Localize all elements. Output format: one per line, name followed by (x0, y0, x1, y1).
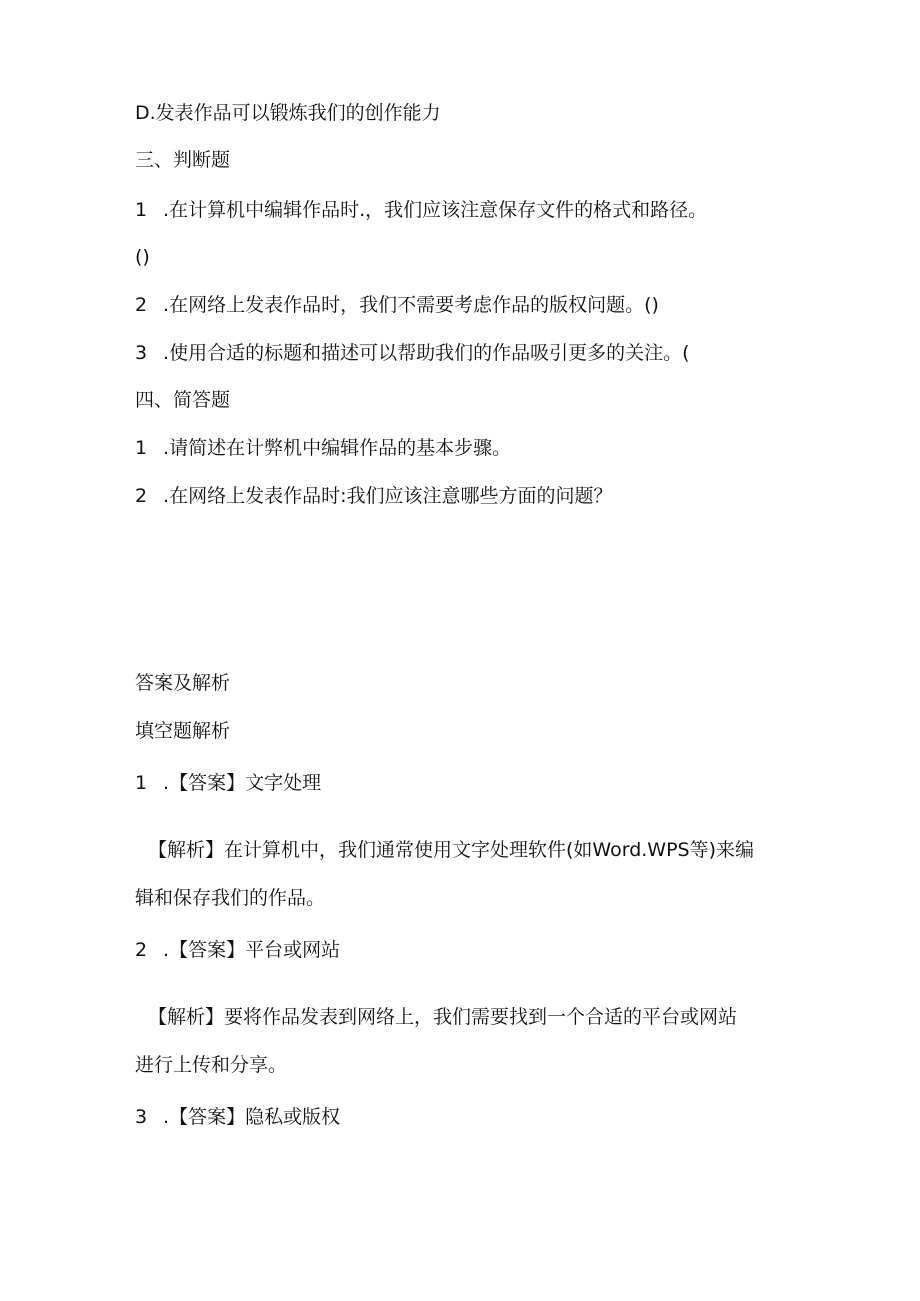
item-text: .使用合适的标题和描述可以帮助我们的作品吸引更多的关注。( (163, 342, 690, 364)
item-number: 2 (135, 939, 148, 961)
judgment-item-3 (135, 341, 690, 365)
item-text: .在网络上发表作品时:我们应该注意哪些方面的问题？ (163, 485, 613, 507)
answer-item-2 (135, 938, 340, 962)
item-text: .在网络上发表作品时，我们不需要考虑作品的版权问题。() (163, 294, 659, 316)
judgment-heading: 三、判断题 (135, 149, 231, 171)
item-number: 3 (135, 342, 148, 364)
answers-heading: 答案及解析 (135, 672, 231, 694)
analysis-1-line-1: 【解析】在计算机中，我们通常使用文字处理软件(如Word.WPS等)来编 (148, 839, 755, 861)
item-number: 1 (135, 199, 148, 221)
option-d: D.发表作品可以锻炼我们的创作能力 (135, 102, 441, 124)
item-number: 1 (135, 772, 148, 794)
answer-text: .【答案】文字处理 (163, 772, 322, 794)
answer-text: .【答案】隐私或版权 (163, 1106, 341, 1128)
item-text: .在计算机中编辑作品时.，我们应该注意保存文件的格式和路径。 (163, 199, 708, 221)
answer-text: .【答案】平台或网站 (163, 939, 341, 961)
item-number: 3 (135, 1106, 148, 1128)
judgment-item-1-continuation: () (135, 246, 150, 268)
short-answer-item-1 (135, 436, 511, 460)
answer-item-3 (135, 1105, 340, 1129)
answers-subheading: 填空题解析 (135, 720, 231, 742)
item-number: 2 (135, 294, 148, 316)
analysis-2-line-1: 【解析】要将作品发表到网络上，我们需要找到一个合适的平台或网站 (148, 1006, 738, 1028)
item-number: 1 (135, 437, 148, 459)
short-answer-heading: 四、简答题 (135, 389, 231, 411)
analysis-1-line-2: 辑和保存我们的作品。 (135, 887, 326, 909)
answer-item-1 (135, 771, 321, 795)
judgment-item-1 (135, 198, 707, 222)
item-number: 2 (135, 485, 148, 507)
analysis-2-line-2: 进行上传和分享。 (135, 1054, 288, 1076)
judgment-item-2 (135, 293, 659, 317)
short-answer-item-2 (135, 484, 613, 508)
item-text: .请简述在计弊机中编辑作品的基本步骤。 (163, 437, 512, 459)
